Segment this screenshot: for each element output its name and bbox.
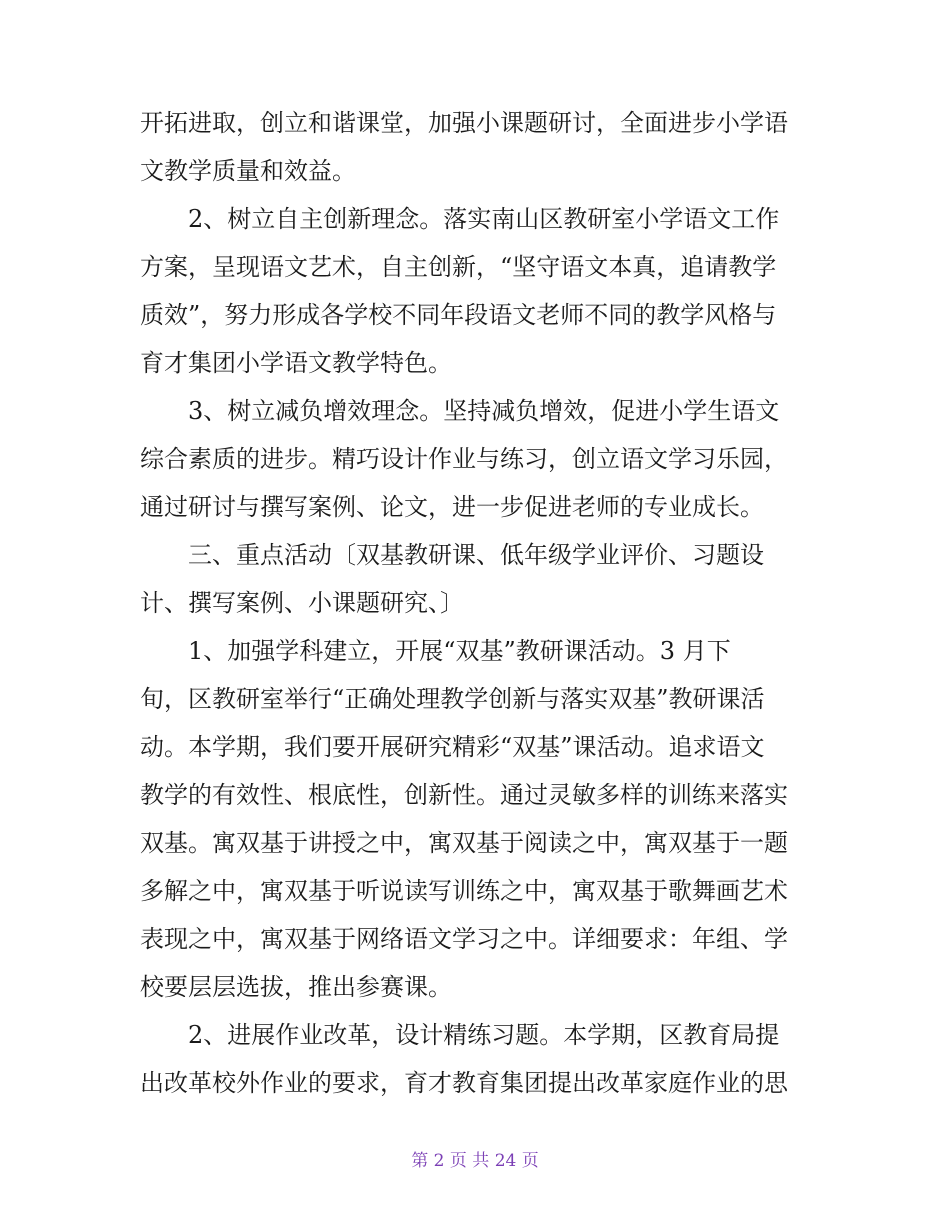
text-line: 多解之中，寓双基于听说读写训练之中，寓双基于歌舞画艺术 — [140, 877, 788, 905]
text-line: 2、进展作业改革，设计精练习题。本学期，区教育局提 — [188, 1021, 780, 1049]
text-line: 综合素质的进步。精巧设计作业与练习，创立语文学习乐园， — [140, 445, 788, 473]
text-line: 双基。寓双基于讲授之中，寓双基于阅读之中，寓双基于一题 — [140, 829, 788, 857]
text-line: 通过研讨与撰写案例、论文，进一步促进老师的专业成长。 — [140, 493, 764, 521]
text-line: 2、树立自主创新理念。落实南山区教研室小学语文工作 — [188, 205, 780, 233]
text-line: 文教学质量和效益。 — [140, 157, 356, 185]
text-line: 出改革校外作业的要求，育才教育集团提出改革家庭作业的思 — [140, 1069, 788, 1097]
text-line: 计、撰写案例、小课题研究、〕 — [140, 589, 464, 617]
text-line: 教学的有效性、根底性，创新性。通过灵敏多样的训练来落实 — [140, 781, 788, 809]
text-line: 3、树立减负增效理念。坚持减负增效，促进小学生语文 — [188, 397, 780, 425]
text-line: 表现之中，寓双基于网络语文学习之中。详细要求：年组、学 — [140, 925, 788, 953]
text-line: 校要层层选拔，推出参赛课。 — [140, 973, 452, 1001]
text-line: 三、重点活动〔双基教研课、低年级学业评价、习题设 — [188, 541, 764, 569]
text-line: 育才集团小学语文教学特色。 — [140, 349, 452, 377]
text-line: 方案，呈现语文艺术，自主创新，“坚守语文本真，追请教学 — [140, 253, 777, 281]
page-number: 第 2 页 共 24 页 — [411, 1151, 539, 1171]
text-line: 动。本学期，我们要开展研究精彩“双基”课活动。追求语文 — [140, 733, 765, 761]
text-line: 质效”，努力形成各学校不同年段语文老师不同的教学风格与 — [140, 301, 777, 329]
text-line: 1、加强学科建立，开展“双基”教研课活动。3 月下 — [188, 637, 731, 665]
text-line: 旬，区教研室举行“正确处理教学创新与落实双基”教研课活 — [140, 685, 765, 713]
text-line: 开拓进取，创立和谐课堂，加强小课题研讨，全面进步小学语 — [140, 109, 788, 137]
